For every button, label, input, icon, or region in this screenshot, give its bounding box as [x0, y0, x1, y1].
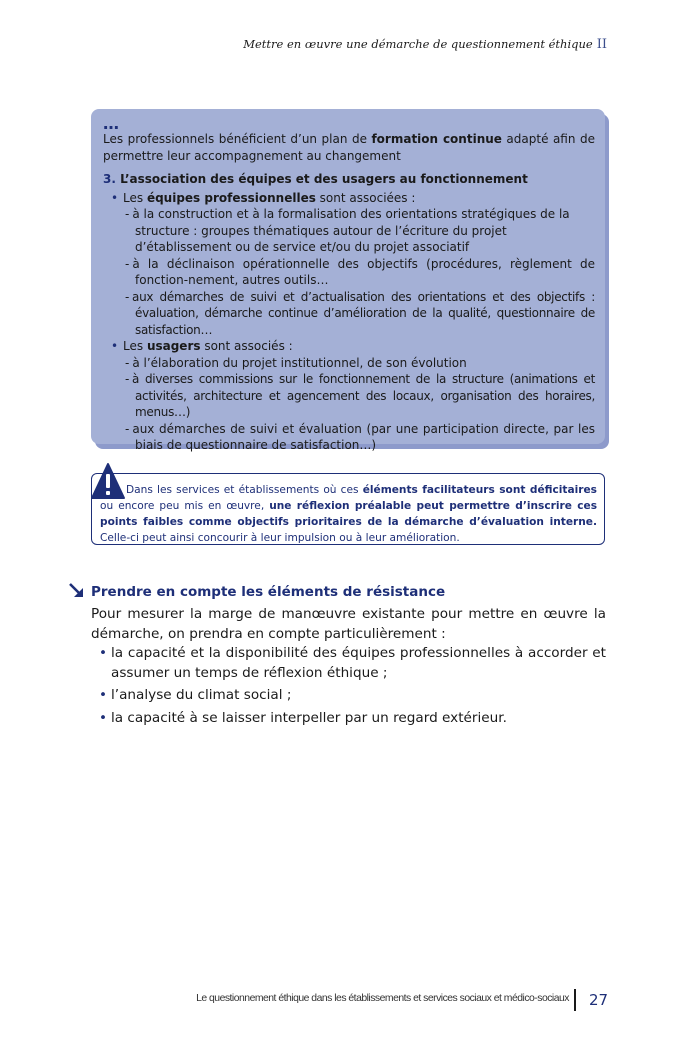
- arrow-down-right-icon: [68, 582, 86, 600]
- page-number: 27: [589, 991, 609, 1009]
- bullet-icon: •: [99, 687, 108, 703]
- bullet-icon: •: [111, 339, 119, 353]
- running-title: Mettre en œuvre une démarche de questionnement éthique: [243, 37, 593, 51]
- chapter-number: II: [596, 37, 607, 52]
- box-section-heading: 3. L’association des équipes et des usagers au fonctionnement: [103, 172, 528, 186]
- sub-item: - à l’élaboration du projet institutionnel, de son évolution: [125, 355, 467, 370]
- formation-continue-bold: formation continue: [371, 132, 502, 146]
- sub-item: - aux démarches de suivi et évaluation (par une participation directe, par les biais de questionnaire de satisfaction…): [125, 421, 595, 452]
- running-header: [243, 37, 607, 52]
- intro-paragraph: Les professionnels bénéficient d’un plan de formation continue adapté afin de permettre leur accompagnement au changement: [103, 132, 595, 163]
- sub-item: - à la construction et à la formalisation des orientations stratégiques de la structure : groupes thématiques autour de l’écriture du projet d’établissement ou de service et/ou du projet associatif: [125, 207, 570, 254]
- warning-text: Dans les services et établissements où ces éléments facilitateurs sont déficitaires ou encore peu mis en œuvre, une réflexion préalable peut permettre d’inscrire ces points faibles comme objectifs prioritaires de la démarche d’évaluation interne. Celle-ci peut ainsi concourir à leur impulsion ou à leur amélioration.: [100, 484, 597, 544]
- sub-item: - aux démarches de suivi et d’actualisation des orientations et des objectifs : évaluation, démarche continue d’amélioration de la qualité, questionnaire de satisfaction…: [125, 289, 595, 337]
- bullet-equipes: • Les équipes professionnelles sont associées :: [111, 190, 416, 205]
- continuation-dots: …: [103, 114, 120, 133]
- info-box: [91, 109, 605, 452]
- bullet-icon: •: [99, 709, 108, 726]
- sub-item: - à la déclinaison opérationnelle des objectifs (procédures, règlement de fonction-nement, autres outils…: [125, 256, 595, 287]
- footer-divider: [574, 989, 576, 1011]
- bullet-icon: •: [111, 190, 119, 205]
- list-item: • l’analyse du climat social ;: [91, 686, 606, 706]
- bullet-usagers: • Les usagers sont associés :: [111, 339, 293, 353]
- list-item: • la capacité et la disponibilité des équipes professionnelles à accorder et assumer un temps de réflexion éthique ;: [99, 645, 606, 681]
- section-title: Prendre en compte les éléments de résistance: [91, 584, 446, 600]
- footer-book-title: Le questionnement éthique dans les établissements et services sociaux et médico-sociaux: [196, 993, 569, 1004]
- list-item: • la capacité à se laisser interpeller par un regard extérieur.: [91, 709, 606, 729]
- bullet-icon: •: [99, 645, 108, 661]
- sub-item: - à diverses commissions sur le fonctionnement de la structure (animations et activités, architecture et agencement des locaux, organisation des horaires, menus…): [125, 372, 595, 419]
- section-body: [91, 605, 606, 728]
- section-intro: Pour mesurer la marge de manœuvre existante pour mettre en œuvre la démarche, on prendra en compte particulièrement :: [91, 606, 606, 642]
- info-box-content: [103, 114, 595, 454]
- warning-box: [91, 473, 605, 545]
- section-number: 3.: [103, 172, 116, 186]
